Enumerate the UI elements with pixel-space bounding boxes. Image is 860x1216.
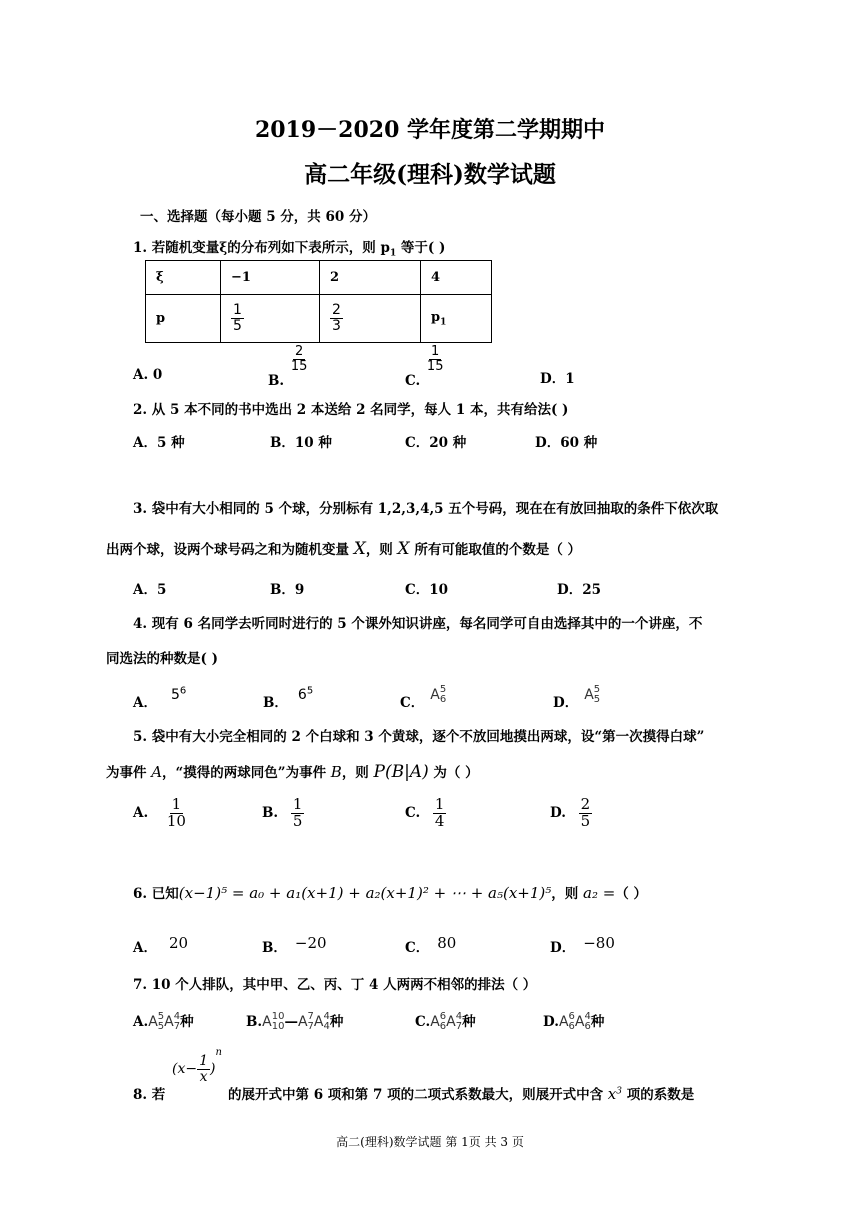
q2-option-a[interactable]: A．5 种 [133, 435, 185, 451]
question-4-line-2: 同选法的种数是( ) [106, 651, 218, 667]
option-mid: — [284, 1014, 298, 1030]
numerator: 1 [431, 344, 440, 359]
fraction [231, 303, 244, 333]
perm-sup: 6 [568, 1011, 575, 1022]
option-label: A． [133, 695, 157, 711]
perm-sub: 7 [307, 1021, 314, 1032]
perm-sub: 5 [157, 1021, 165, 1032]
q1-stem-tail: 等于( ) [396, 240, 446, 256]
perm-symbol: A [584, 687, 594, 703]
numerator: 1 [199, 1053, 209, 1069]
q6-option-d[interactable] [550, 932, 615, 956]
option-label: C. [405, 804, 421, 821]
q3-var: X [397, 539, 410, 559]
q2-option-d[interactable]: D．60 种 [535, 435, 598, 451]
perm-symbol: A [313, 1014, 324, 1030]
numerator: 2 [332, 302, 341, 319]
q8-text: 的展开式中第 6 项和第 7 项的二项式系数最大，则展开式中含 [228, 1087, 608, 1103]
q5-text: 为（ ） [428, 765, 479, 781]
power-exponent: 5 [306, 685, 314, 697]
q4-option-a[interactable] [133, 683, 187, 711]
perm-sub: 6 [584, 1021, 591, 1032]
question-1-stem [133, 236, 445, 259]
q7-option-d[interactable] [543, 1010, 604, 1032]
q3-option-c[interactable]: C．10 [405, 582, 449, 598]
power-exponent: 6 [179, 685, 187, 697]
question-6-stem [133, 882, 647, 902]
event-b: B [330, 763, 342, 781]
page-title: 2019－2020 学年度第二学期期中 [254, 117, 606, 143]
perm-sub: 6 [568, 1021, 575, 1032]
option-tail: 种 [180, 1014, 194, 1030]
perm-symbol: A [446, 1014, 456, 1030]
section-heading: 一、选择题（每小题 5 分，共 60 分） [140, 209, 376, 225]
numerator: 1 [292, 795, 303, 813]
perm-sub: 4 [323, 1021, 330, 1032]
option-tail: 种 [462, 1014, 476, 1030]
denominator: 5 [580, 811, 591, 830]
option-label: A. [133, 804, 149, 821]
perm-sup: 6 [439, 1011, 447, 1022]
p1-label: p [431, 309, 441, 325]
perm-sup: 4 [323, 1011, 330, 1022]
q5-option-a[interactable] [133, 797, 188, 830]
perm-sub: 10 [271, 1021, 285, 1032]
q1-option-a[interactable]: A. 0 [133, 367, 163, 383]
option-label: B. [262, 804, 279, 821]
q3-text: 出两个球，设两个球号码之和为随机变量 [106, 542, 354, 558]
question-3-line-2 [106, 538, 581, 559]
q7-option-c[interactable] [415, 1010, 476, 1032]
perm-sup: 5 [157, 1011, 165, 1022]
p1-sub: 1 [440, 317, 447, 328]
perm-symbol: A [574, 1014, 585, 1030]
fraction [291, 797, 305, 830]
q1-option-b[interactable] [268, 344, 309, 389]
conditional-probability: P(B|A) [373, 762, 429, 782]
option-label: B. [246, 1014, 263, 1030]
denominator: 4 [434, 811, 445, 830]
perm-sup: 4 [455, 1011, 463, 1022]
perm-sub: 5 [593, 694, 601, 705]
table-cell [221, 295, 320, 343]
expr-right: ) [210, 1061, 216, 1078]
numerator: 1 [171, 795, 182, 813]
fraction [197, 1054, 210, 1084]
q8-term: x [607, 1085, 617, 1103]
perm-sup: 10 [271, 1011, 285, 1022]
perm-symbol: A [558, 1014, 569, 1030]
q3-text: ，则 [365, 542, 398, 558]
numerator: 1 [233, 302, 242, 319]
q7-option-b[interactable] [246, 1010, 343, 1032]
power-base: 5 [170, 687, 180, 703]
q3-option-d[interactable]: D．25 [557, 582, 601, 598]
q5-option-d[interactable] [550, 797, 592, 830]
option-label: D． [553, 695, 579, 711]
perm-sup: 5 [593, 684, 601, 695]
perm-symbol: A [262, 1014, 272, 1030]
table-cell [421, 295, 492, 343]
q5-text: ，“摸得的两球同色”为事件 [162, 765, 331, 781]
table-cell: p [146, 295, 221, 343]
denominator: x [199, 1068, 208, 1085]
question-8-prefix: 8. 若 [133, 1087, 166, 1103]
perm-sub: 7 [455, 1021, 463, 1032]
event-a: A [151, 763, 163, 781]
perm-symbol: A [430, 687, 440, 703]
table-row [146, 261, 492, 295]
q4-option-c[interactable] [400, 683, 447, 711]
q3-text: 所有可能取值的个数是（ ） [409, 542, 582, 558]
q6-option-c[interactable] [405, 932, 457, 956]
q5-text: ，则 [341, 765, 374, 781]
perm-symbol: A [430, 1014, 440, 1030]
denominator: 10 [166, 811, 186, 830]
q4-option-d[interactable] [553, 683, 601, 711]
perm-symbol: A [164, 1014, 174, 1030]
perm-symbol: A [148, 1014, 158, 1030]
option-tail: 种 [329, 1014, 344, 1030]
option-value: 20 [168, 934, 189, 952]
perm-sup: 4 [584, 1011, 591, 1022]
fraction [289, 345, 310, 373]
option-label: D. [550, 804, 566, 821]
perm-sup: 7 [307, 1011, 314, 1022]
table-cell: −1 [221, 261, 320, 295]
denominator: 15 [290, 358, 308, 374]
table-cell: ξ [146, 261, 221, 295]
denominator: 3 [332, 318, 341, 334]
q1-stem-text: 1. 若随机变量ξ的分布列如下表所示，则 p [133, 240, 390, 256]
q1-option-c[interactable] [405, 344, 445, 389]
q3-option-b[interactable]: B．9 [270, 582, 305, 598]
option-label: D. [543, 1014, 559, 1030]
perm-sup: 5 [439, 684, 447, 695]
expr-left: (x− [172, 1061, 198, 1078]
page-subtitle: 高二年级(理科)数学试题 [304, 161, 556, 188]
table-cell [320, 295, 421, 343]
numerator: 2 [294, 344, 304, 359]
q5-text: 为事件 [106, 765, 152, 781]
q1-stem-sub: 1 [389, 248, 397, 259]
expr-exponent: n [215, 1047, 222, 1059]
q6-option-a[interactable] [133, 932, 189, 956]
perm-sub: 7 [173, 1021, 181, 1032]
q6-text: 6. 已知 [133, 886, 179, 902]
denominator: 5 [292, 811, 303, 830]
question-8-stem [228, 1083, 694, 1103]
perm-sub: 6 [439, 694, 447, 705]
question-5-line-1: 5. 袋中有大小完全相同的 2 个白球和 3 个黄球，逐个不放回地摸出两球，设“第一次摸得白球” [133, 729, 705, 745]
table-cell: 2 [320, 261, 421, 295]
option-label: B． [262, 940, 287, 956]
q6-text: （ ） [615, 886, 647, 902]
fraction [433, 797, 447, 830]
q2-option-c[interactable]: C．20 种 [405, 435, 467, 451]
option-label: D． [550, 940, 576, 956]
q3-option-a[interactable]: A．5 [133, 582, 167, 598]
denominator: 15 [426, 358, 444, 374]
question-3-line-1: 3. 袋中有大小相同的 5 个球，分别标有 1,2,3,4,5 五个号码，现在在有放回抽取的条件下依次取 [133, 501, 719, 517]
q8-term-exponent: 3 [616, 1086, 622, 1097]
option-value: −20 [294, 934, 327, 952]
perm-symbol: A [297, 1014, 308, 1030]
q7-option-a[interactable] [133, 1010, 194, 1032]
perm-sub: 6 [439, 1021, 447, 1032]
option-label: C． [405, 940, 430, 956]
fraction [330, 303, 343, 333]
perm-sup: 4 [173, 1011, 181, 1022]
numerator: 1 [434, 795, 445, 813]
question-2-stem: 2. 从 5 本不同的书中选出 2 本送给 2 名同学，每人 1 本，共有给法( ) [133, 402, 569, 418]
q1-option-d[interactable]: D．1 [540, 371, 575, 387]
option-value: 80 [437, 934, 457, 952]
q6-text: ，则 [551, 886, 583, 902]
question-4-line-1: 4. 现有 6 名同学去听同时进行的 5 个课外知识讲座，每名同学可自由选择其中的一个讲座，不 [133, 616, 703, 632]
option-label: C. [415, 1014, 431, 1030]
distribution-table [145, 260, 492, 343]
fraction [579, 797, 593, 830]
option-label: B． [263, 695, 288, 711]
q4-option-b[interactable] [263, 683, 314, 711]
page-footer: 高二(理科)数学试题 第 1页 共 3 页 [336, 1135, 524, 1149]
q2-option-b[interactable]: B．10 种 [270, 435, 332, 451]
fraction [425, 345, 446, 373]
question-7-stem: 7. 10 个人排队，其中甲、乙、丙、丁 4 人两两不相邻的排法（ ） [133, 977, 537, 993]
option-label: A． [133, 940, 157, 956]
question-5-line-2 [106, 761, 479, 782]
q8-expression [172, 1047, 222, 1085]
table-cell: 4 [421, 261, 492, 295]
fraction [165, 797, 188, 830]
power-base: 6 [297, 687, 307, 703]
q6-equation: (x−1)⁵ = a₀ + a₁(x+1) + a₂(x+1)² + ⋯ + a₅(x+1)⁵ [178, 884, 552, 902]
option-tail: 种 [590, 1014, 605, 1030]
q5-option-b[interactable] [262, 797, 304, 830]
option-label: B. [268, 372, 285, 389]
option-label: C. [405, 372, 421, 389]
option-label: A. [133, 1014, 149, 1030]
q5-option-c[interactable] [405, 797, 446, 830]
q6-target: a₂ = [583, 884, 616, 902]
option-label: C． [400, 695, 425, 711]
table-row [146, 295, 492, 343]
q3-var: X [353, 539, 366, 559]
q6-option-b[interactable] [262, 932, 327, 956]
numerator: 2 [580, 795, 591, 813]
option-value: −80 [583, 934, 615, 952]
q8-text: 项的系数是 [622, 1087, 695, 1103]
denominator: 5 [233, 318, 242, 334]
